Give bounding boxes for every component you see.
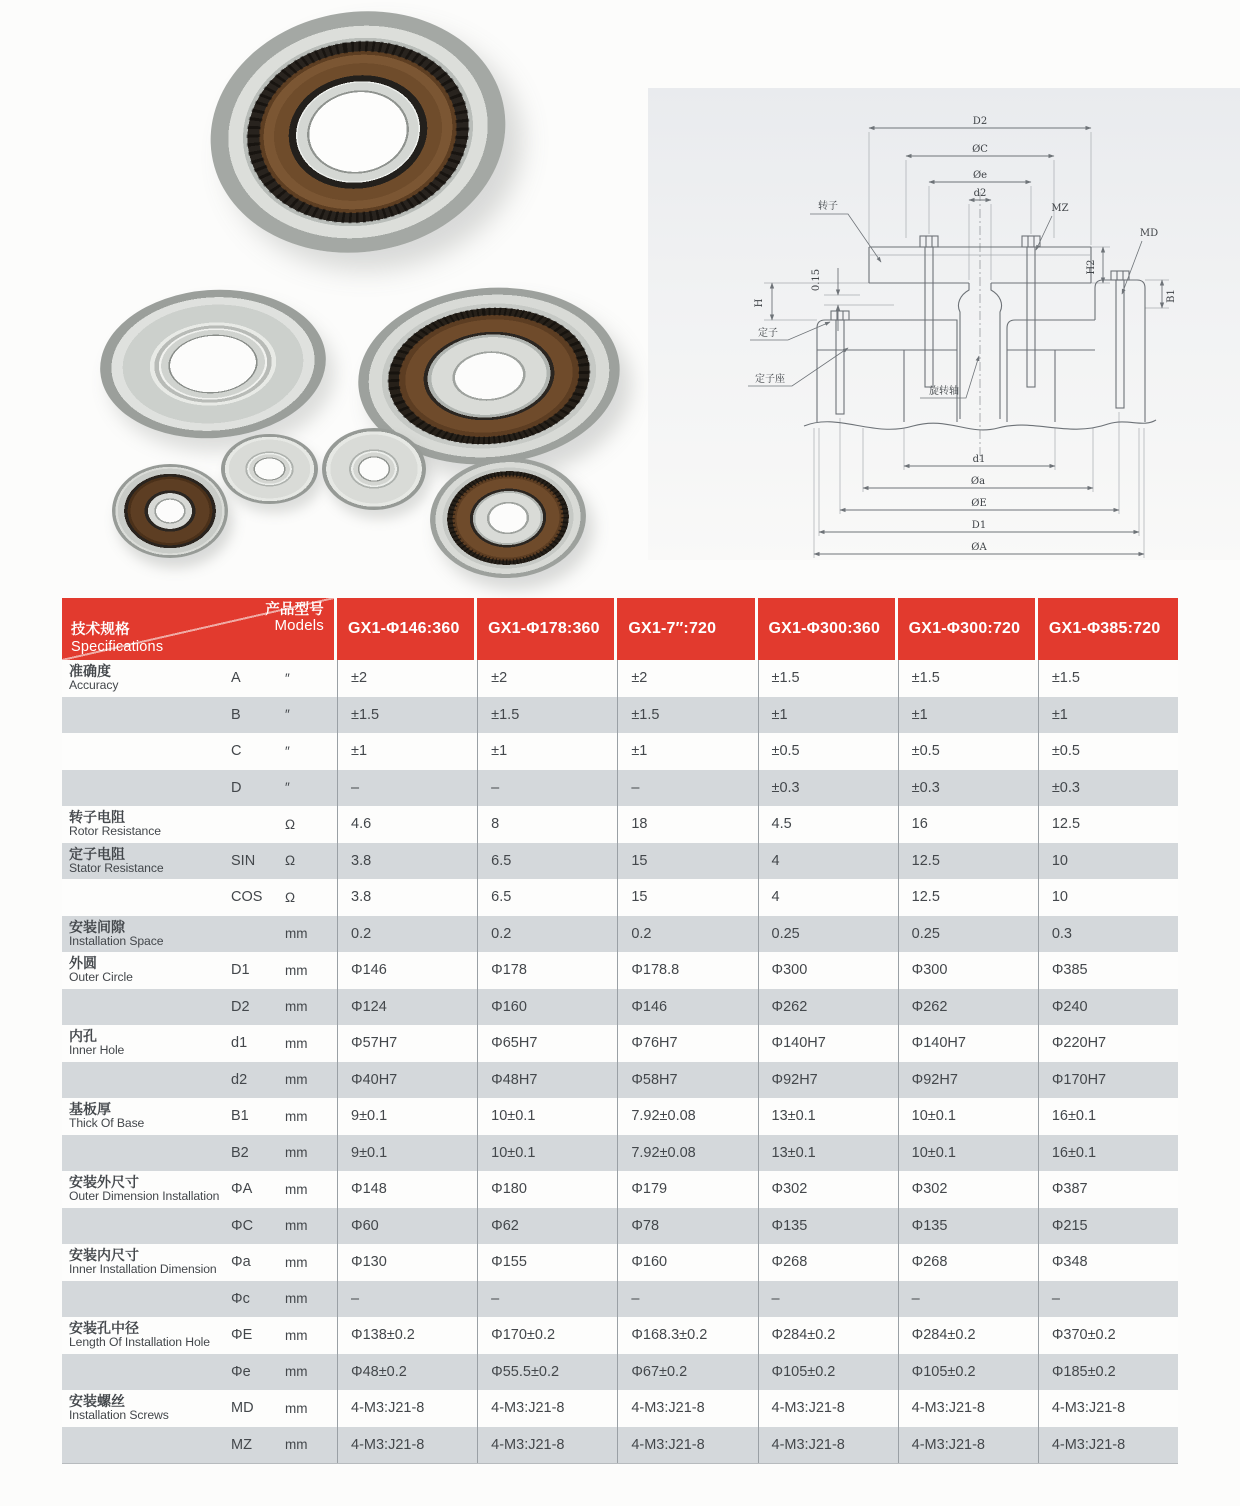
cell-value: Φ67±0.2 <box>617 1354 757 1391</box>
row-label-en: Length Of Installation Hole <box>69 1335 210 1350</box>
cell-value: Φ178.8 <box>617 952 757 989</box>
cell-value: – <box>758 1281 898 1318</box>
table-row <box>62 1317 1178 1354</box>
row-unit: mm <box>285 999 308 1015</box>
part-label-stator-base: 定子座 <box>755 374 785 385</box>
encoder-disc-photo-large <box>193 0 523 274</box>
cell-value: 13±0.1 <box>758 1098 898 1135</box>
row-label-cn: 安装间隙 <box>69 918 125 935</box>
cell-value: 15 <box>617 879 757 916</box>
cell-value: 4-M3:J21-8 <box>477 1390 617 1427</box>
part-label-md: MD <box>1139 228 1159 239</box>
row-label-cell <box>62 879 225 916</box>
cell-value: Φ240 <box>1038 989 1178 1026</box>
part-label-stator: 定子 <box>758 328 778 339</box>
cell-value: 0.2 <box>617 916 757 953</box>
row-unit: ″ <box>285 670 290 686</box>
cell-value: ±1.5 <box>898 660 1038 697</box>
cell-value: ±1.5 <box>617 697 757 734</box>
models-header-label <box>265 602 324 635</box>
cell-value: Φ170±0.2 <box>477 1317 617 1354</box>
cell-value: Φ387 <box>1038 1171 1178 1208</box>
row-symbol: d1 <box>231 1035 248 1052</box>
leader-lines <box>748 214 1142 398</box>
cell-value: Φ135 <box>898 1208 1038 1245</box>
row-unit: Ω <box>285 853 296 869</box>
row-label-en: Accuracy <box>69 678 119 693</box>
cell-value: Φ220H7 <box>1038 1025 1178 1062</box>
row-label-en: Stator Resistance <box>69 860 164 875</box>
table-row <box>62 1062 1178 1099</box>
cell-value: 0.3 <box>1038 916 1178 953</box>
table-row <box>62 1244 1178 1281</box>
row-label-cell <box>62 1244 225 1281</box>
part-label-rotor: 转子 <box>818 201 838 212</box>
row-label-cell <box>62 733 225 770</box>
cell-value: 16 <box>898 806 1038 843</box>
cell-value: Φ48±0.2 <box>337 1354 477 1391</box>
row-unit: mm <box>285 1400 308 1416</box>
row-symbol: MD <box>231 1400 254 1417</box>
row-unit: ″ <box>285 707 290 723</box>
cell-value: 4.6 <box>337 806 477 843</box>
spec-header-cn: 技术规格 <box>71 621 130 638</box>
row-label-cell <box>62 843 225 880</box>
cell-value: 10±0.1 <box>898 1135 1038 1172</box>
cell-value: 4-M3:J21-8 <box>1038 1390 1178 1427</box>
cell-value: 4 <box>758 879 898 916</box>
row-label-cell <box>62 916 225 953</box>
cell-value: – <box>477 770 617 807</box>
table-row <box>62 952 1178 989</box>
cell-value: ±1 <box>1038 697 1178 734</box>
stator-plate-photo-large <box>95 282 331 445</box>
encoder-disc-photo-small <box>112 464 228 558</box>
row-label-cell <box>62 1317 225 1354</box>
table-row <box>62 843 1178 880</box>
row-symbol: B2 <box>231 1144 249 1161</box>
table-row <box>62 1390 1178 1427</box>
extension-lines <box>764 132 1169 558</box>
cell-value: Φ135 <box>758 1208 898 1245</box>
model-column-header: GX1-Φ300:360 <box>758 598 898 660</box>
dim-label-phiA: ØA <box>971 542 987 553</box>
row-label-cn: 准确度 <box>69 663 111 680</box>
cell-value: ±0.5 <box>1038 733 1178 770</box>
model-column-header: GX1-Φ178:360 <box>477 598 617 660</box>
row-label-cell <box>62 770 225 807</box>
row-label-cell <box>62 1135 225 1172</box>
cell-value: Φ140H7 <box>898 1025 1038 1062</box>
cell-value: ±0.5 <box>758 733 898 770</box>
row-symbol: D1 <box>231 962 250 979</box>
row-symbol: COS <box>231 889 263 906</box>
model-column-header: GX1-Φ300:720 <box>898 598 1038 660</box>
row-label-cell <box>62 1208 225 1245</box>
cell-value: Φ58H7 <box>617 1062 757 1099</box>
row-unit: mm <box>285 1327 308 1343</box>
dim-label-d2-outer: D2 <box>972 116 988 127</box>
row-label-cell <box>62 1171 225 1208</box>
stator-plate-photo-small-1 <box>221 434 318 504</box>
cell-value: Φ146 <box>617 989 757 1026</box>
table-row <box>62 916 1178 953</box>
row-label-cn: 内孔 <box>69 1028 97 1045</box>
row-unit: Ω <box>285 816 296 832</box>
cell-value: ±2 <box>617 660 757 697</box>
cell-value: 6.5 <box>477 879 617 916</box>
cell-value: ±1.5 <box>1038 660 1178 697</box>
row-unit: mm <box>285 1254 308 1270</box>
row-label-cn: 基板厚 <box>69 1101 111 1118</box>
cell-value: Φ302 <box>758 1171 898 1208</box>
row-label-en: Outer Circle <box>69 970 133 985</box>
table-row <box>62 879 1178 916</box>
cell-value: 4-M3:J21-8 <box>337 1427 477 1464</box>
cell-value: – <box>617 770 757 807</box>
row-label-cn: 安装螺丝 <box>69 1393 125 1410</box>
cell-value: ±1.5 <box>758 660 898 697</box>
cell-value: 4-M3:J21-8 <box>617 1427 757 1464</box>
cell-value: 4-M3:J21-8 <box>617 1390 757 1427</box>
cell-value: 16±0.1 <box>1038 1098 1178 1135</box>
row-label-cell <box>62 697 225 734</box>
row-unit: mm <box>285 1072 308 1088</box>
cell-value: ±1 <box>758 697 898 734</box>
model-column-header: GX1-7″:720 <box>617 598 757 660</box>
dim-label-phiC: ØC <box>972 144 988 155</box>
cell-value: Φ65H7 <box>477 1025 617 1062</box>
dim-label-phie: Øe <box>972 170 988 181</box>
dimension-lines <box>772 128 1162 554</box>
row-label-cn: 外圆 <box>69 955 97 972</box>
cell-value: Φ178 <box>477 952 617 989</box>
part-label-mz: MZ <box>1051 203 1069 214</box>
row-label-cell <box>62 1354 225 1391</box>
cell-value: ±1 <box>337 733 477 770</box>
cell-value: 4-M3:J21-8 <box>1038 1427 1178 1464</box>
cell-value: 9±0.1 <box>337 1135 477 1172</box>
dim-label-phiE: ØE <box>971 498 987 509</box>
cell-value: Φ215 <box>1038 1208 1178 1245</box>
cell-value: Φ60 <box>337 1208 477 1245</box>
row-symbol: ΦC <box>231 1217 254 1234</box>
cell-value: – <box>898 1281 1038 1318</box>
row-unit: ″ <box>285 743 290 759</box>
cell-value: 18 <box>617 806 757 843</box>
cell-value: 7.92±0.08 <box>617 1135 757 1172</box>
table-row <box>62 660 1178 697</box>
row-symbol: D2 <box>231 998 250 1015</box>
row-label-cn: 定子电阻 <box>69 845 125 862</box>
cell-value: 15 <box>617 843 757 880</box>
dim-label-gap: 0.15 <box>811 268 822 292</box>
row-label-cell <box>62 1390 225 1427</box>
cell-value: ±1.5 <box>477 697 617 734</box>
cell-value: Φ78 <box>617 1208 757 1245</box>
cell-value: ±1 <box>898 697 1038 734</box>
cell-value: ±1 <box>477 733 617 770</box>
cell-value: Φ124 <box>337 989 477 1026</box>
dim-label-d2-shaft: d2 <box>973 188 987 199</box>
cell-value: Φ185±0.2 <box>1038 1354 1178 1391</box>
row-symbol: B <box>231 706 241 723</box>
cell-value: ±1 <box>617 733 757 770</box>
cell-value: ±2 <box>477 660 617 697</box>
row-label-cn: 安装内尺寸 <box>69 1247 139 1264</box>
cell-value: Φ385 <box>1038 952 1178 989</box>
row-label-cell <box>62 952 225 989</box>
cell-value: Φ302 <box>898 1171 1038 1208</box>
row-label-cell <box>62 989 225 1026</box>
row-symbol: Φc <box>231 1290 250 1307</box>
cell-value: Φ140H7 <box>758 1025 898 1062</box>
cell-value: Φ105±0.2 <box>758 1354 898 1391</box>
row-label-cn: 安装外尺寸 <box>69 1174 139 1191</box>
spec-header-en: Specifications <box>71 638 164 655</box>
row-unit: mm <box>285 1035 308 1051</box>
cell-value: 16±0.1 <box>1038 1135 1178 1172</box>
table-row <box>62 1098 1178 1135</box>
row-unit: mm <box>285 1181 308 1197</box>
part-label-shaft: 旋转轴 <box>929 386 959 397</box>
table-row <box>62 989 1178 1026</box>
cell-value: ±1.5 <box>337 697 477 734</box>
row-label-en: Outer Dimension Installation <box>69 1189 220 1204</box>
cell-value: Φ348 <box>1038 1244 1178 1281</box>
cell-value: Φ138±0.2 <box>337 1317 477 1354</box>
cell-value: 10±0.1 <box>477 1098 617 1135</box>
cell-value: 4 <box>758 843 898 880</box>
table-row <box>62 1171 1178 1208</box>
cell-value: Φ105±0.2 <box>898 1354 1038 1391</box>
cell-value: Φ40H7 <box>337 1062 477 1099</box>
encoder-disc-photo-small-2 <box>427 454 589 582</box>
models-header-cn: 产品型号 <box>265 602 324 618</box>
row-symbol: ΦA <box>231 1181 253 1198</box>
row-unit: mm <box>285 1291 308 1307</box>
cell-value: Φ57H7 <box>337 1025 477 1062</box>
table-row <box>62 1208 1178 1245</box>
row-symbol: Φa <box>231 1254 251 1271</box>
cell-value: Φ160 <box>617 1244 757 1281</box>
cell-value: Φ262 <box>898 989 1038 1026</box>
cell-value: Φ284±0.2 <box>898 1317 1038 1354</box>
table-corner-cell <box>62 598 337 660</box>
cell-value: Φ170H7 <box>1038 1062 1178 1099</box>
dim-label-H2: H2 <box>1086 259 1097 275</box>
cell-value: 7.92±0.08 <box>617 1098 757 1135</box>
cell-value: – <box>477 1281 617 1318</box>
cell-value: Φ160 <box>477 989 617 1026</box>
cell-value: 0.25 <box>898 916 1038 953</box>
row-label-en: Rotor Resistance <box>69 824 161 839</box>
models-header-en: Models <box>274 617 324 635</box>
cell-value: 12.5 <box>1038 806 1178 843</box>
cell-value: Φ268 <box>898 1244 1038 1281</box>
cell-value: 12.5 <box>898 843 1038 880</box>
row-label-cell <box>62 660 225 697</box>
cell-value: Φ300 <box>898 952 1038 989</box>
dim-label-d1: d1 <box>972 454 986 465</box>
cell-value: Φ168.3±0.2 <box>617 1317 757 1354</box>
model-column-header: GX1-Φ385:720 <box>1038 598 1178 660</box>
cell-value: 3.8 <box>337 843 477 880</box>
cell-value: 6.5 <box>477 843 617 880</box>
cell-value: ±2 <box>337 660 477 697</box>
cell-value: ±0.3 <box>898 770 1038 807</box>
cell-value: 4-M3:J21-8 <box>758 1390 898 1427</box>
spec-table-header <box>62 598 1178 660</box>
row-label-cell <box>62 1062 225 1099</box>
spec-header-label <box>71 621 163 655</box>
table-row <box>62 806 1178 843</box>
row-symbol <box>225 806 280 843</box>
cell-value: Φ92H7 <box>898 1062 1038 1099</box>
cell-value: 4-M3:J21-8 <box>898 1390 1038 1427</box>
table-row <box>62 1427 1178 1464</box>
cell-value: Φ148 <box>337 1171 477 1208</box>
encoder-teeth-texture <box>427 454 589 582</box>
table-row <box>62 1025 1178 1062</box>
cell-value: – <box>337 770 477 807</box>
installation-diagram-panel <box>648 88 1240 560</box>
cell-value: Φ62 <box>477 1208 617 1245</box>
dim-label-B1: B1 <box>1166 289 1177 303</box>
cell-value: – <box>1038 1281 1178 1318</box>
cell-value: Φ130 <box>337 1244 477 1281</box>
row-label-en: Installation Screws <box>69 1408 169 1423</box>
cell-value: Φ284±0.2 <box>758 1317 898 1354</box>
cell-value: 0.2 <box>337 916 477 953</box>
cell-value: Φ179 <box>617 1171 757 1208</box>
cell-value: 4-M3:J21-8 <box>477 1427 617 1464</box>
cell-value: 0.25 <box>758 916 898 953</box>
dim-label-phia: Øa <box>970 476 986 487</box>
stator-plate-photo-small-2 <box>322 428 426 510</box>
cell-value: 9±0.1 <box>337 1098 477 1135</box>
table-row <box>62 1135 1178 1172</box>
table-row <box>62 1281 1178 1318</box>
row-label-en: Installation Space <box>69 933 164 948</box>
cell-value: ±0.3 <box>1038 770 1178 807</box>
cell-value: 10 <box>1038 843 1178 880</box>
row-label-cell <box>62 1025 225 1062</box>
cell-value: Φ370±0.2 <box>1038 1317 1178 1354</box>
cell-value: Φ268 <box>758 1244 898 1281</box>
cell-value: Φ48H7 <box>477 1062 617 1099</box>
row-unit: mm <box>285 1145 308 1161</box>
cell-value: 4-M3:J21-8 <box>758 1427 898 1464</box>
table-row <box>62 733 1178 770</box>
cell-value: ±0.3 <box>758 770 898 807</box>
cell-value: 0.2 <box>477 916 617 953</box>
row-label-cn: 转子电阻 <box>69 809 125 826</box>
row-label-en: Inner Installation Dimension <box>69 1262 217 1277</box>
table-row <box>62 697 1178 734</box>
cell-value: 10±0.1 <box>477 1135 617 1172</box>
row-unit: mm <box>285 926 308 942</box>
row-unit: mm <box>285 1437 308 1453</box>
cell-value: Φ180 <box>477 1171 617 1208</box>
row-unit: mm <box>285 1364 308 1380</box>
cell-value: 10±0.1 <box>898 1098 1038 1135</box>
dim-label-D1: D1 <box>971 520 987 531</box>
row-label-en: Thick Of Base <box>69 1116 145 1131</box>
cell-value: – <box>617 1281 757 1318</box>
cell-value: 4-M3:J21-8 <box>337 1390 477 1427</box>
cell-value: 3.8 <box>337 879 477 916</box>
row-label-cell <box>62 1098 225 1135</box>
table-row <box>62 1354 1178 1391</box>
cell-value: – <box>337 1281 477 1318</box>
row-unit: ″ <box>285 780 290 796</box>
cell-value: 8 <box>477 806 617 843</box>
row-symbol: Φe <box>231 1363 251 1380</box>
model-column-header: GX1-Φ146:360 <box>337 598 477 660</box>
cross-section-drawing <box>648 88 1240 560</box>
row-label-en: Inner Hole <box>69 1043 125 1058</box>
cell-value: Φ300 <box>758 952 898 989</box>
cell-value: Φ155 <box>477 1244 617 1281</box>
cell-value: Φ92H7 <box>758 1062 898 1099</box>
cell-value: 13±0.1 <box>758 1135 898 1172</box>
row-label-cell <box>62 1427 225 1464</box>
row-label-cell <box>62 1281 225 1318</box>
spec-table <box>62 598 1178 1464</box>
row-symbol: d2 <box>231 1071 248 1088</box>
cell-value: 10 <box>1038 879 1178 916</box>
row-unit: mm <box>285 1108 308 1124</box>
row-symbol: A <box>231 670 241 687</box>
spec-table-body <box>62 660 1178 1464</box>
cell-value: Φ262 <box>758 989 898 1026</box>
row-symbol: SIN <box>231 852 256 869</box>
row-label-cell <box>62 806 225 843</box>
encoder-teeth-texture <box>193 0 523 274</box>
cell-value: ±0.5 <box>898 733 1038 770</box>
row-unit: mm <box>285 1218 308 1234</box>
cell-value: 12.5 <box>898 879 1038 916</box>
row-symbol: D <box>231 779 242 796</box>
table-row <box>62 770 1178 807</box>
row-label-cn: 安装孔中径 <box>69 1320 139 1337</box>
dim-label-H: H <box>754 298 765 308</box>
row-unit: Ω <box>285 889 296 905</box>
cell-value: 4.5 <box>758 806 898 843</box>
row-symbol: C <box>231 743 242 760</box>
row-symbol <box>225 916 280 953</box>
cell-value: Φ55.5±0.2 <box>477 1354 617 1391</box>
row-symbol: ΦE <box>231 1327 253 1344</box>
cell-value: Φ146 <box>337 952 477 989</box>
row-unit: mm <box>285 962 308 978</box>
row-symbol: MZ <box>231 1436 252 1453</box>
cell-value: Φ76H7 <box>617 1025 757 1062</box>
row-symbol: B1 <box>231 1108 249 1125</box>
cell-value: 4-M3:J21-8 <box>898 1427 1038 1464</box>
